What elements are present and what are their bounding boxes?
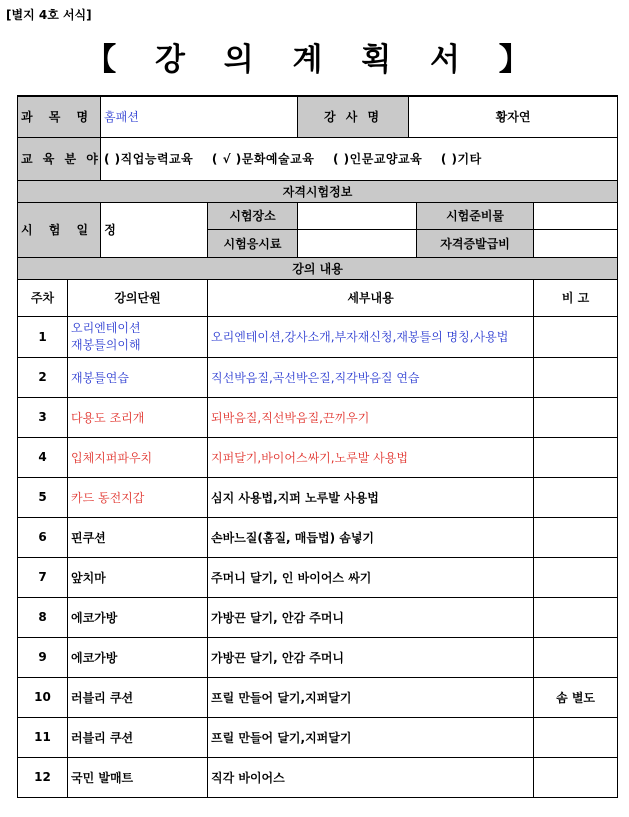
unit-cell: 에코가방 [68, 597, 208, 637]
table-row [18, 437, 618, 477]
cert-fee-label: 자격증발급비 [417, 229, 534, 257]
edu-option-culture: ( √ )문화예술교육 [211, 152, 315, 166]
note-cell [534, 757, 618, 797]
instructor-label: 강 사 명 [298, 96, 409, 137]
unit-cell: 재봉틀연습 [68, 357, 208, 397]
unit-cell: 러블리 쿠션 [68, 717, 208, 757]
exam-prep-label: 시험준비물 [417, 202, 534, 229]
unit-cell: 핀쿠션 [68, 517, 208, 557]
week-cell: 3 [18, 397, 68, 437]
table-row [18, 637, 618, 677]
week-cell: 2 [18, 357, 68, 397]
table-row [18, 757, 618, 797]
edu-option-other: ( )기타 [440, 152, 482, 166]
week-cell: 1 [18, 316, 68, 357]
table-row [18, 597, 618, 637]
table-row [18, 316, 618, 357]
week-cell: 6 [18, 517, 68, 557]
exam-place-value [298, 202, 417, 229]
subject-label: 과 목 명 [18, 96, 101, 137]
table-row [18, 397, 618, 437]
unit-cell: 카드 동전지갑 [68, 477, 208, 517]
table-row [18, 677, 618, 717]
edu-option-humanities: ( )인문교양교육 [332, 152, 423, 166]
week-cell: 12 [18, 757, 68, 797]
cert-section-row [18, 180, 618, 202]
detail-cell: 가방끈 달기, 안감 주머니 [208, 637, 534, 677]
cert-section-title: 자격시험정보 [18, 180, 618, 202]
lecture-header-row [18, 279, 618, 316]
cert-fee-value [534, 229, 618, 257]
note-cell [534, 477, 618, 517]
exam-date-label: 시 험 일 정 [18, 202, 101, 257]
col-note-header: 비 고 [534, 279, 618, 316]
unit-cell: 입체지퍼파우치 [68, 437, 208, 477]
note-cell [534, 597, 618, 637]
lecture-section-row [18, 257, 618, 279]
detail-cell: 오리엔테이션,강사소개,부자재신청,재봉틀의 명칭,사용법 [208, 316, 534, 357]
instructor-value: 황자연 [409, 96, 618, 137]
detail-cell: 프릴 만들어 달기,지퍼달기 [208, 717, 534, 757]
note-cell [534, 557, 618, 597]
exam-fee-label: 시험응시료 [208, 229, 298, 257]
edu-area-options [101, 137, 618, 180]
unit-cell: 앞치마 [68, 557, 208, 597]
subject-value: 홈패션 [101, 96, 298, 137]
detail-cell: 주머니 달기, 인 바이어스 싸기 [208, 557, 534, 597]
col-unit-header: 강의단원 [68, 279, 208, 316]
week-cell: 8 [18, 597, 68, 637]
detail-cell: 손바느질(홈질, 매듭법) 솜넣기 [208, 517, 534, 557]
note-cell [534, 316, 618, 357]
week-cell: 5 [18, 477, 68, 517]
form-label: [별지 4호 서식] [6, 8, 92, 22]
note-cell [534, 517, 618, 557]
week-cell: 11 [18, 717, 68, 757]
detail-cell: 직각 바이어스 [208, 757, 534, 797]
detail-cell: 지퍼달기,바이어스싸기,노루발 사용법 [208, 437, 534, 477]
subject-row [18, 96, 618, 137]
edu-area-row [18, 137, 618, 180]
unit-cell: 에코가방 [68, 637, 208, 677]
note-cell [534, 397, 618, 437]
week-cell: 10 [18, 677, 68, 717]
col-detail-header: 세부내용 [208, 279, 534, 316]
exam-prep-value [534, 202, 618, 229]
unit-cell: 러블리 쿠션 [68, 677, 208, 717]
week-cell: 4 [18, 437, 68, 477]
table-row [18, 477, 618, 517]
unit-cell: 다용도 조리개 [68, 397, 208, 437]
week-cell: 7 [18, 557, 68, 597]
note-cell: 솜 별도 [534, 677, 618, 717]
note-cell [534, 357, 618, 397]
cert-row-1 [18, 202, 618, 229]
table-row [18, 517, 618, 557]
edu-option-job: ( )직업능력교육 [104, 152, 194, 166]
note-cell [534, 637, 618, 677]
unit-cell: 국민 발매트 [68, 757, 208, 797]
table-row [18, 357, 618, 397]
detail-cell: 프릴 만들어 달기,지퍼달기 [208, 677, 534, 717]
note-cell [534, 717, 618, 757]
detail-cell: 심지 사용법,지퍼 노루발 사용법 [208, 477, 534, 517]
unit-cell: 오리엔테이션 재봉틀의이해 [68, 316, 208, 357]
exam-place-label: 시험장소 [208, 202, 298, 229]
table-row [18, 717, 618, 757]
lecture-plan-table [17, 95, 618, 798]
edu-area-label: 교 육 분 야 [18, 137, 101, 180]
exam-fee-value [298, 229, 417, 257]
col-week-header: 주차 [18, 279, 68, 316]
detail-cell: 되박음질,직선박음질,끈끼우기 [208, 397, 534, 437]
week-cell: 9 [18, 637, 68, 677]
lecture-section-title: 강의 내용 [18, 257, 618, 279]
detail-cell: 가방끈 달기, 안감 주머니 [208, 597, 534, 637]
detail-cell: 직선박음질,곡선박은질,직각박음질 연습 [208, 357, 534, 397]
table-row [18, 557, 618, 597]
page-title: 【 강 의 계 획 서 】 [85, 42, 544, 78]
note-cell [534, 437, 618, 477]
